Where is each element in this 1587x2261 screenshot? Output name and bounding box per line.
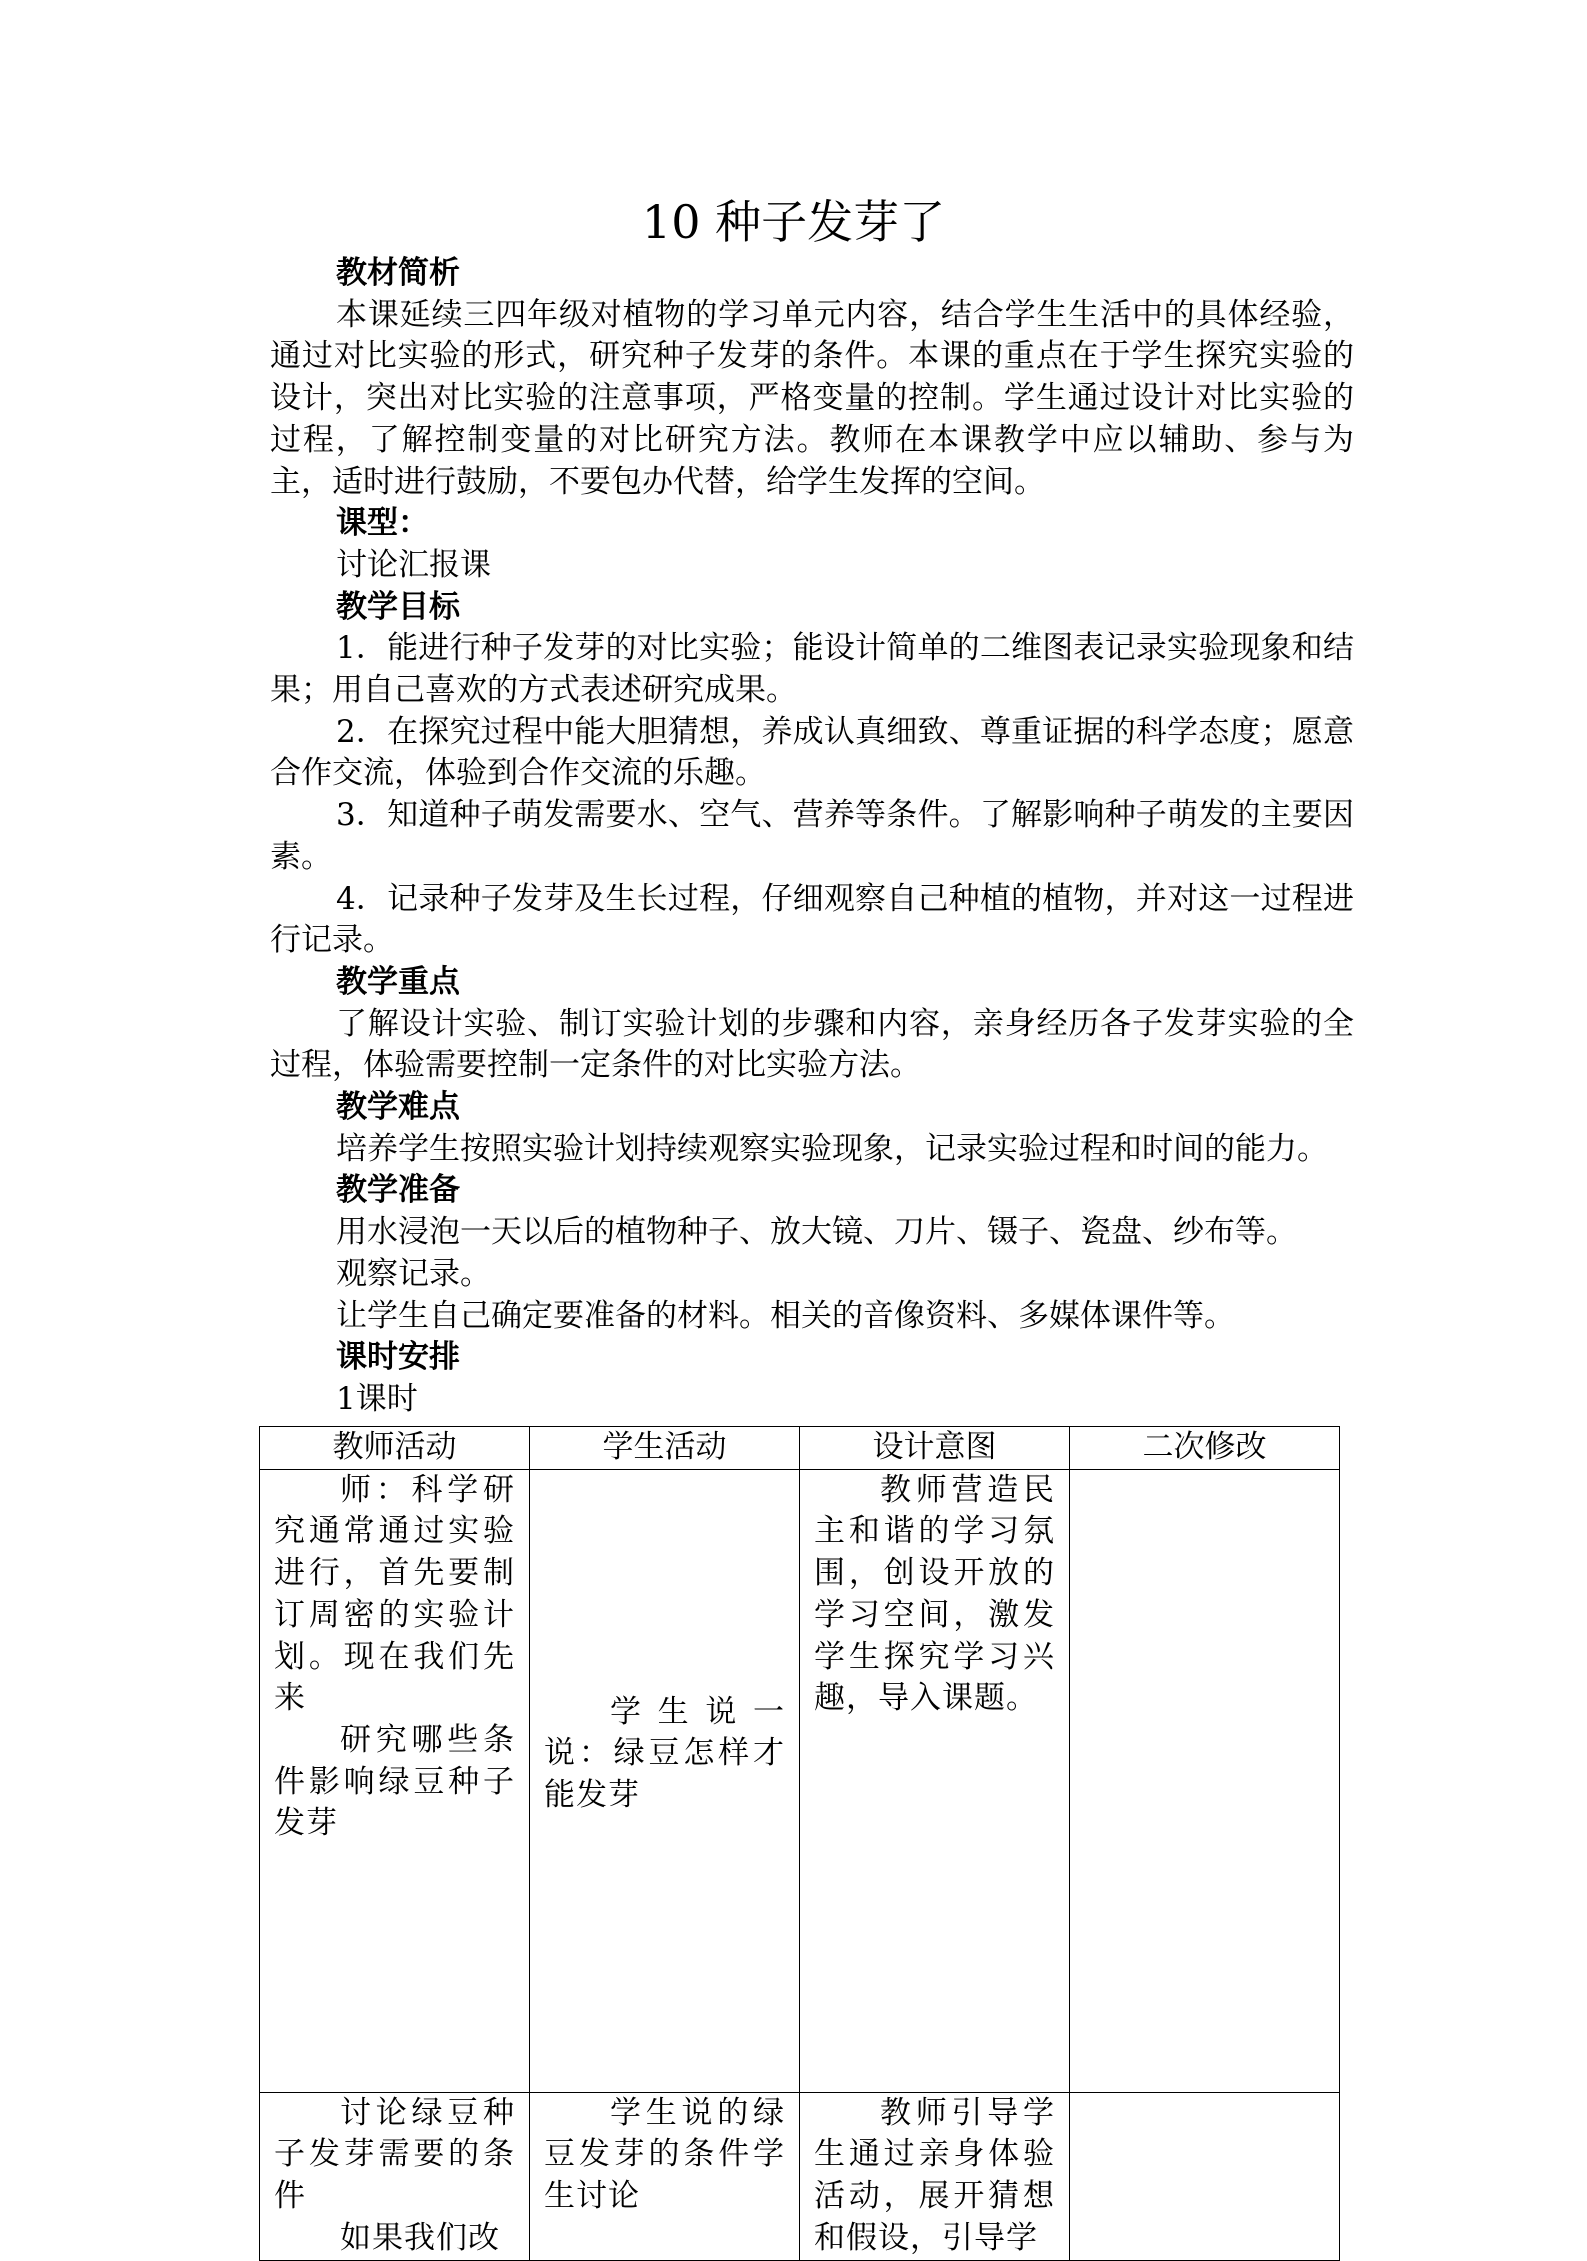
table-row <box>260 1469 1340 2092</box>
difficulty-text: 培养学生按照实验计划持续观察实验现象，记录实验过程和时间的能力。 <box>336 1130 1328 1167</box>
table-header-row <box>260 1427 1340 1470</box>
cell-paragraph: 学生说的绿豆发芽的条件学生讨论 <box>544 2094 785 2215</box>
cell-paragraph: 教师营造民主和谐的学习氛围，创设开放的学习空间，激发学生探究学习兴趣，导入课题。 <box>814 1471 1055 1717</box>
key-heading: 教学重点 <box>336 963 460 1000</box>
design-intent-cell <box>800 1469 1070 2092</box>
teacher-activity-cell <box>260 1469 530 2092</box>
student-activity-cell <box>530 1469 800 2092</box>
goal-item: 4．记录种子发芽及生长过程，仔细观察自己种植的植物，并对这一过程进行记录。 <box>270 880 1354 959</box>
prep-line: 用水浸泡一天以后的植物种子、放大镜、刀片、镊子、瓷盘、纱布等。 <box>336 1214 1297 1251</box>
header-design-intent: 设计意图 <box>800 1427 1070 1470</box>
material-text: 本课延续三四年级对植物的学习单元内容，结合学生生活中的具体经验，通过对比实验的形式，研究种子发芽的条件。本课的重点在于学生探究实验的设计，突出对比实验的注意事项，严格变量的控制。学生通过设计对比实验的过程，了解控制变量的对比研究方法。教师在本课教学中应以辅助、参与为主，适时进行鼓励，不要包办代替，给学生发挥的空间。 <box>270 296 1354 500</box>
header-student-activity: 学生活动 <box>530 1427 800 1470</box>
material-heading: 教材简析 <box>336 255 460 291</box>
revision-cell <box>1070 2092 1340 2260</box>
goals-heading: 教学目标 <box>336 588 460 625</box>
design-intent-cell <box>800 2092 1070 2260</box>
cell-paragraph: 研究哪些条件影响绿豆种子发芽 <box>274 1721 515 1842</box>
cell-paragraph: 讨论绿豆种子发芽需要的条件 <box>274 2094 515 2215</box>
prep-line: 观察记录。 <box>336 1255 491 1292</box>
header-revision: 二次修改 <box>1070 1427 1340 1470</box>
cell-paragraph: 如果我们改 <box>340 2219 500 2256</box>
header-teacher-activity: 教师活动 <box>260 1427 530 1470</box>
type-heading: 课型： <box>336 505 429 542</box>
student-activity-cell <box>530 2092 800 2260</box>
cell-paragraph: 师：科学研究通常通过实验进行，首先要制订周密的实验计划。现在我们先来 <box>274 1471 515 1717</box>
table-row <box>260 2092 1340 2260</box>
prep-line: 让学生自己确定要准备的材料。相关的音像资料、多媒体课件等。 <box>336 1297 1235 1334</box>
difficulty-heading: 教学难点 <box>336 1089 460 1126</box>
schedule-heading: 课时安排 <box>336 1339 460 1376</box>
revision-cell <box>1070 1469 1340 2092</box>
lesson-body <box>270 253 1354 1421</box>
page-title: 10 种子发芽了 <box>641 195 946 249</box>
goal-item: 3．知道种子萌发需要水、空气、营养等条件。了解影响种子萌发的主要因素。 <box>270 797 1354 875</box>
cell-paragraph: 学生说一说：绿豆怎样才能发芽 <box>544 1693 785 1814</box>
key-text: 了解设计实验、制订实验计划的步骤和内容，亲身经历各子发芽实验的全过程，体验需要控制一定条件的对比实验方法。 <box>270 1005 1354 1084</box>
teacher-activity-cell <box>260 2092 530 2260</box>
goal-item: 2．在探究过程中能大胆猜想，养成认真细致、尊重证据的科学态度；愿意合作交流，体验到合作交流的乐趣。 <box>270 713 1354 792</box>
prep-heading: 教学准备 <box>336 1172 460 1209</box>
type-text: 讨论汇报课 <box>336 546 491 583</box>
schedule-text: 1课时 <box>336 1380 418 1417</box>
cell-paragraph: 教师引导学生通过亲身体验活动，展开猜想和假设，引导学 <box>814 2094 1055 2256</box>
lesson-table <box>259 1426 1340 2261</box>
goal-item: 1．能进行种子发芽的对比实验；能设计简单的二维图表记录实验现象和结果；用自己喜欢的方式表述研究成果。 <box>270 630 1354 709</box>
